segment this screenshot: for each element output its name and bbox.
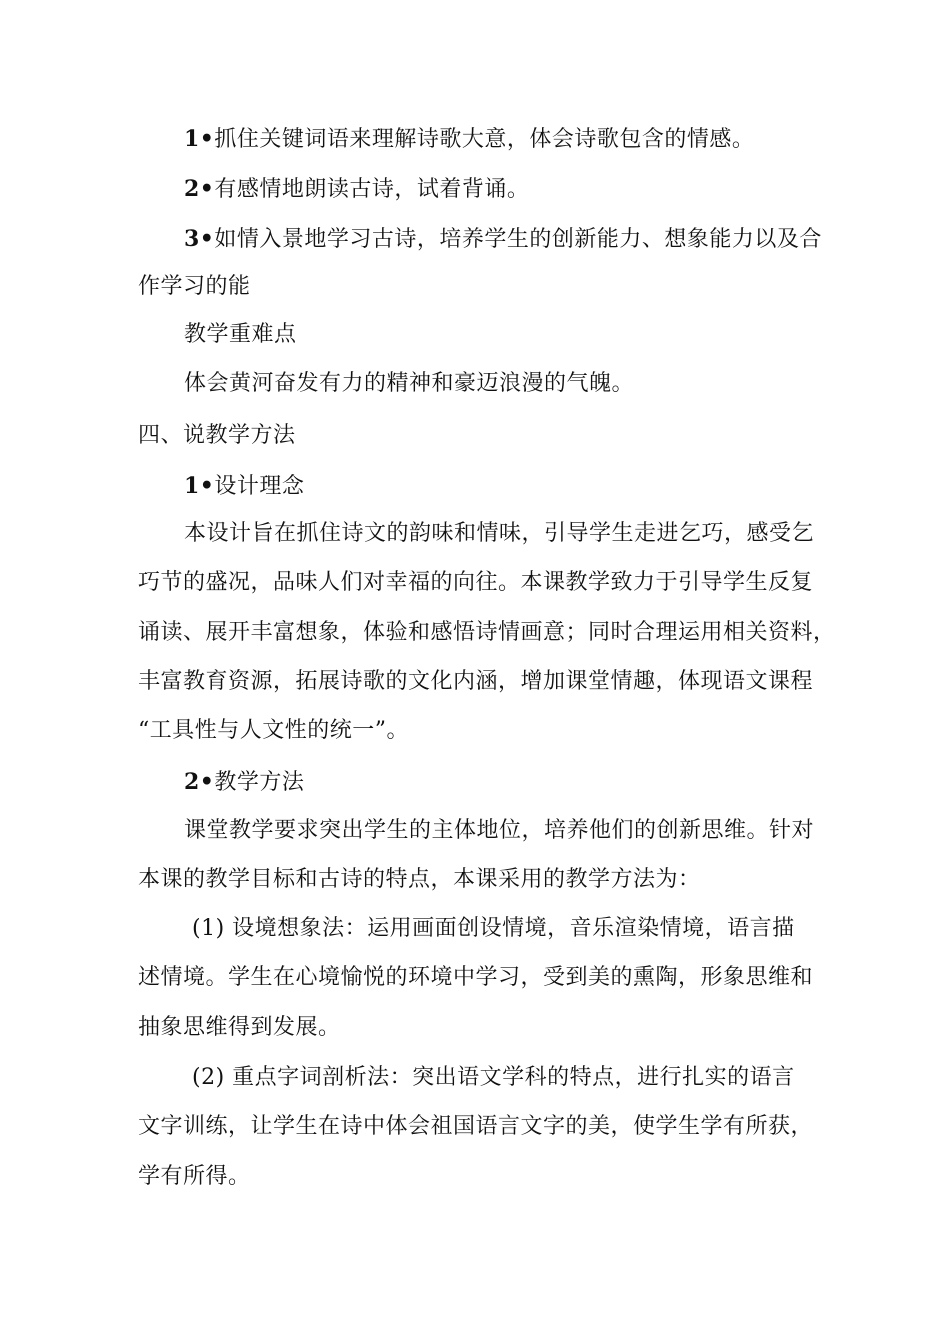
section-heading-key-points <box>184 320 297 350</box>
line-text: 如情入景地学习古诗，培养学生的创新能力、想象能力以及合 <box>214 227 822 252</box>
line-text: 体会黄河奋发有力的精神和豪迈浪漫的气魄。 <box>184 371 635 396</box>
subheading-design-concept <box>184 471 304 502</box>
paragraph-line <box>138 1013 341 1043</box>
line-text: 本课的教学目标和古诗的特点，本课采用的教学方法为： <box>138 867 701 892</box>
method-item-1 <box>192 914 795 944</box>
line-text: 巧节的盛况，品味人们对幸福的向往。本课教学致力于引导学生反复 <box>138 570 814 595</box>
line-text: 作学习的能 <box>138 274 251 299</box>
objective-3-continued <box>138 272 251 302</box>
line-text: “工具性与人文性的统一”。 <box>138 718 409 743</box>
line-text: 抓住关键词语来理解诗歌大意，体会诗歌包含的情感。 <box>214 127 755 152</box>
objective-1 <box>184 124 754 155</box>
line-text: (2) 重点字词剖析法：突出语文学科的特点，进行扎实的语言 <box>192 1065 795 1090</box>
item-number: 2• <box>184 176 215 202</box>
line-text: 教学重难点 <box>184 322 297 347</box>
objective-2 <box>184 174 529 205</box>
line-text: 文字训练，让学生在诗中体会祖国语言文字的美，使学生学有所获， <box>138 1114 814 1139</box>
paragraph-line <box>138 716 409 746</box>
line-text: 述情境。学生在心境愉悦的环境中学习，受到美的熏陶，形象思维和 <box>138 965 814 990</box>
paragraph-line <box>138 1112 813 1142</box>
line-text: 设计理念 <box>214 474 305 499</box>
objective-3 <box>184 224 822 255</box>
paragraph-line <box>138 963 813 993</box>
paragraph-line <box>138 618 836 648</box>
line-text: 丰富教育资源，拓展诗歌的文化内涵，增加课堂情趣，体现语文课程 <box>138 669 814 694</box>
line-text: 诵读、展开丰富想象，体验和感悟诗情画意；同时合理运用相关资料， <box>138 620 836 645</box>
section-heading-teaching-methods <box>138 421 296 451</box>
paragraph-line <box>138 667 813 697</box>
line-text: 本设计旨在抓住诗文的韵味和情味，引导学生走进乞巧，感受乞 <box>184 521 815 546</box>
line-text: 四、说教学方法 <box>138 423 296 448</box>
paragraph-line <box>138 568 813 598</box>
item-number: 2• <box>184 769 215 795</box>
line-text: 有感情地朗读古诗，试着背诵。 <box>214 177 530 202</box>
paragraph-line <box>184 519 814 549</box>
item-number: 1• <box>184 473 215 499</box>
line-text: 课堂教学要求突出学生的主体地位，培养他们的创新思维。针对 <box>184 818 815 843</box>
line-text: 学有所得。 <box>138 1164 251 1189</box>
line-text: 教学方法 <box>214 770 305 795</box>
subheading-teaching-method <box>184 767 304 798</box>
line-text: 抽象思维得到发展。 <box>138 1015 341 1040</box>
item-number: 3• <box>184 226 215 252</box>
item-number: 1• <box>184 126 215 152</box>
paragraph-line <box>138 1162 251 1192</box>
method-item-2 <box>192 1063 795 1093</box>
key-point-text <box>184 369 634 399</box>
paragraph-line <box>184 816 814 846</box>
paragraph-line <box>138 865 701 895</box>
line-text: (1) 设境想象法：运用画面创设情境，音乐渲染情境，语言描 <box>192 916 795 941</box>
